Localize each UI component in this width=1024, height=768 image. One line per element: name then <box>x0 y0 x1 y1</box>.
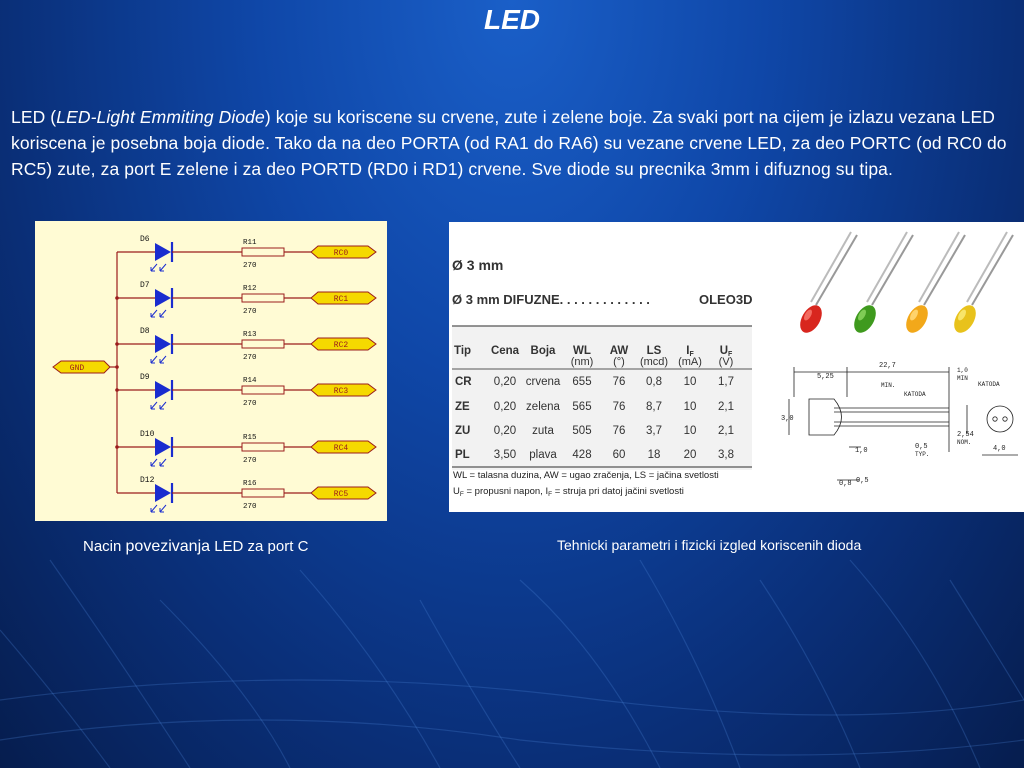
table-header: WL <box>573 345 591 357</box>
svg-text:KATODA: KATODA <box>904 391 926 398</box>
table-cell: 20 <box>683 449 697 461</box>
light-arrows-icon <box>151 310 166 317</box>
svg-text:NOM.: NOM. <box>957 439 972 446</box>
light-arrows-icon <box>151 264 166 271</box>
table-cell: 0,20 <box>493 425 517 437</box>
svg-text:TYP.: TYP. <box>915 451 930 458</box>
resistor-value: 270 <box>243 503 257 511</box>
resistor-label: R14 <box>243 377 257 385</box>
resistor-value: 270 <box>243 262 257 270</box>
table-cell: CR <box>455 376 472 388</box>
caption-left-part1: Nacin <box>83 538 126 555</box>
svg-text:MIN: MIN <box>957 375 968 382</box>
svg-text:1,0: 1,0 <box>957 367 968 374</box>
resistor-icon <box>242 443 284 451</box>
table-cell: ZU <box>455 425 471 437</box>
resistor-icon <box>242 489 284 497</box>
schematic-row <box>117 476 376 512</box>
diode-label: D6 <box>140 235 150 244</box>
diode-icon <box>155 243 171 261</box>
junction-dot <box>115 445 119 449</box>
resistor-icon <box>242 248 284 256</box>
table-cell: 0,20 <box>493 376 517 388</box>
resistor-value: 270 <box>243 457 257 465</box>
led-photos <box>796 232 1013 336</box>
svg-text:5,25: 5,25 <box>817 373 834 381</box>
spec-svg <box>449 222 1024 512</box>
table-cell: PL <box>455 449 470 461</box>
light-arrows-icon <box>151 459 166 466</box>
table-cell: zelena <box>526 401 560 413</box>
schematic-row <box>117 281 376 317</box>
light-arrows-icon <box>151 505 166 512</box>
diode-icon <box>155 381 171 399</box>
resistor-icon <box>242 386 284 394</box>
port-label: RC5 <box>333 490 349 499</box>
table-cell: crvena <box>525 376 561 388</box>
resistor-label: R12 <box>243 285 257 293</box>
led-green-icon <box>850 232 913 336</box>
diode-icon <box>155 438 171 456</box>
resistor-label: R16 <box>243 480 257 488</box>
resistor-label: R13 <box>243 331 257 339</box>
diode-label: D9 <box>140 373 150 382</box>
paragraph-italic-term: LED-Light Emmiting Diode <box>56 107 265 127</box>
resistor-value: 270 <box>243 400 257 408</box>
table-cell: 565 <box>572 401 592 413</box>
resistor-value: 270 <box>243 354 257 362</box>
table-header: AW <box>609 345 629 357</box>
led-schematic <box>35 221 387 521</box>
spec-heading-2: Ø 3 mm DIFUZNE. . . . . . . . . . . . . <box>452 292 650 307</box>
table-header: UF <box>719 345 733 358</box>
table-cell: 2,1 <box>718 401 734 413</box>
resistor-icon <box>242 340 284 348</box>
table-cell: 2,1 <box>718 425 734 437</box>
table-cell: zuta <box>532 425 554 437</box>
svg-text:22,7: 22,7 <box>879 362 896 370</box>
table-unit: (nm) <box>570 356 594 368</box>
light-arrows-icon <box>151 402 166 409</box>
schematic-row <box>117 373 376 409</box>
svg-text:2,54: 2,54 <box>957 431 974 439</box>
table-cell: 505 <box>572 425 592 437</box>
table-cell: 76 <box>612 376 626 388</box>
resistor-value: 270 <box>243 308 257 316</box>
spec-footnote-2: $U_F$ = propusni napon, $I_F$ = struja pri datoj jačini svetlosti <box>453 486 684 498</box>
diode-icon <box>155 484 171 502</box>
paragraph-rest: ) koje su koriscene su crvene, zute i zelene boje. Za svaki port na cijem je izlazu vezana LED koriscena je posebna boja diode. Tako da na deo PORTA (od RA1 do RA6) su vezane crvene LED, za deo PORTC (od RC0 do RC5) zute, za port E zelene i za deo PORTD (RD0 i RD1) crvene. Sve diode su precnika 3mm i difuznog su tipa. <box>11 107 1007 179</box>
port-label: RC2 <box>333 341 349 350</box>
table-cell: 18 <box>647 449 661 461</box>
table-cell: 10 <box>683 376 697 388</box>
led-spec-panel <box>449 222 1024 512</box>
table-cell: 76 <box>612 401 626 413</box>
svg-text:3,0: 3,0 <box>781 415 794 423</box>
caption-left-part2: povezivanja <box>125 538 211 555</box>
spec-heading-2-code: OLEO3D <box>699 292 753 307</box>
table-header: Tip <box>454 345 472 357</box>
table-cell: 76 <box>612 425 626 437</box>
spec-heading-1: Ø 3 mm <box>452 257 504 273</box>
caption-left-part3: LED za port C <box>210 538 309 555</box>
led-dimension-drawing <box>781 362 1018 488</box>
port-label: RC0 <box>333 249 349 258</box>
table-cell: 10 <box>683 401 697 413</box>
junction-dot <box>115 296 119 300</box>
table-cell: 60 <box>612 449 626 461</box>
diode-label: D7 <box>140 281 150 290</box>
table-header: Cena <box>490 345 520 357</box>
resistor-label: R11 <box>243 239 257 247</box>
led-yellow-icon-2 <box>950 232 1013 336</box>
table-header: Boja <box>530 345 556 357</box>
port-label: RC4 <box>333 444 349 453</box>
diode-icon <box>155 335 171 353</box>
table-cell: 3,8 <box>718 449 734 461</box>
svg-text:4,0: 4,0 <box>993 445 1006 453</box>
svg-text:MIN.: MIN. <box>881 382 896 389</box>
svg-text:0,5: 0,5 <box>915 443 928 451</box>
svg-text:KATODA: KATODA <box>978 381 1000 388</box>
diode-icon <box>155 289 171 307</box>
table-cell: 655 <box>572 376 592 388</box>
svg-text:0,8: 0,8 <box>839 480 852 488</box>
table-cell: 428 <box>572 449 592 461</box>
table-cell: ZE <box>455 401 470 413</box>
spec-footnote-1: WL = talasna duzina, AW = ugao zračenja, LS = jačina svetlosti <box>453 470 719 481</box>
led-red-icon <box>796 232 857 336</box>
table-cell: 10 <box>683 425 697 437</box>
table-header: LS <box>646 345 662 357</box>
light-arrows-icon <box>151 356 166 363</box>
table-cell: 3,7 <box>646 425 662 437</box>
body-paragraph <box>11 104 1016 182</box>
schematic-caption <box>83 538 308 556</box>
schematic-row <box>117 235 376 271</box>
junction-dot <box>115 365 119 369</box>
table-cell: plava <box>529 449 557 461</box>
table-cell: 1,7 <box>718 376 734 388</box>
table-cell: 8,7 <box>646 401 662 413</box>
diode-label: D10 <box>140 430 155 439</box>
table-unit: (mcd) <box>639 356 669 368</box>
svg-text:1,0: 1,0 <box>855 447 868 455</box>
table-cell: 0,20 <box>493 401 517 413</box>
table-unit: (°) <box>613 356 625 368</box>
resistor-label: R15 <box>243 434 257 442</box>
spec-caption: Tehnicki parametri i fizicki izgled koriscenih dioda <box>557 537 862 553</box>
diode-label: D12 <box>140 476 155 485</box>
junction-dot <box>115 342 119 346</box>
port-label: RC1 <box>333 295 349 304</box>
table-unit: (V) <box>718 356 734 368</box>
resistor-icon <box>242 294 284 302</box>
junction-dot <box>115 388 119 392</box>
svg-text:0,5: 0,5 <box>856 477 869 485</box>
gnd-label: GND <box>69 364 85 373</box>
paragraph-prefix: LED ( <box>11 107 57 127</box>
table-cell: 3,50 <box>493 449 517 461</box>
slide-title: LED <box>484 4 540 35</box>
schematic-row <box>117 430 376 466</box>
diode-label: D8 <box>140 327 150 336</box>
table-unit: (mA) <box>678 356 702 368</box>
schematic-row <box>117 327 376 363</box>
table-cell: 0,8 <box>646 376 662 388</box>
table-header: IF <box>686 345 694 358</box>
port-label: RC3 <box>333 387 349 396</box>
